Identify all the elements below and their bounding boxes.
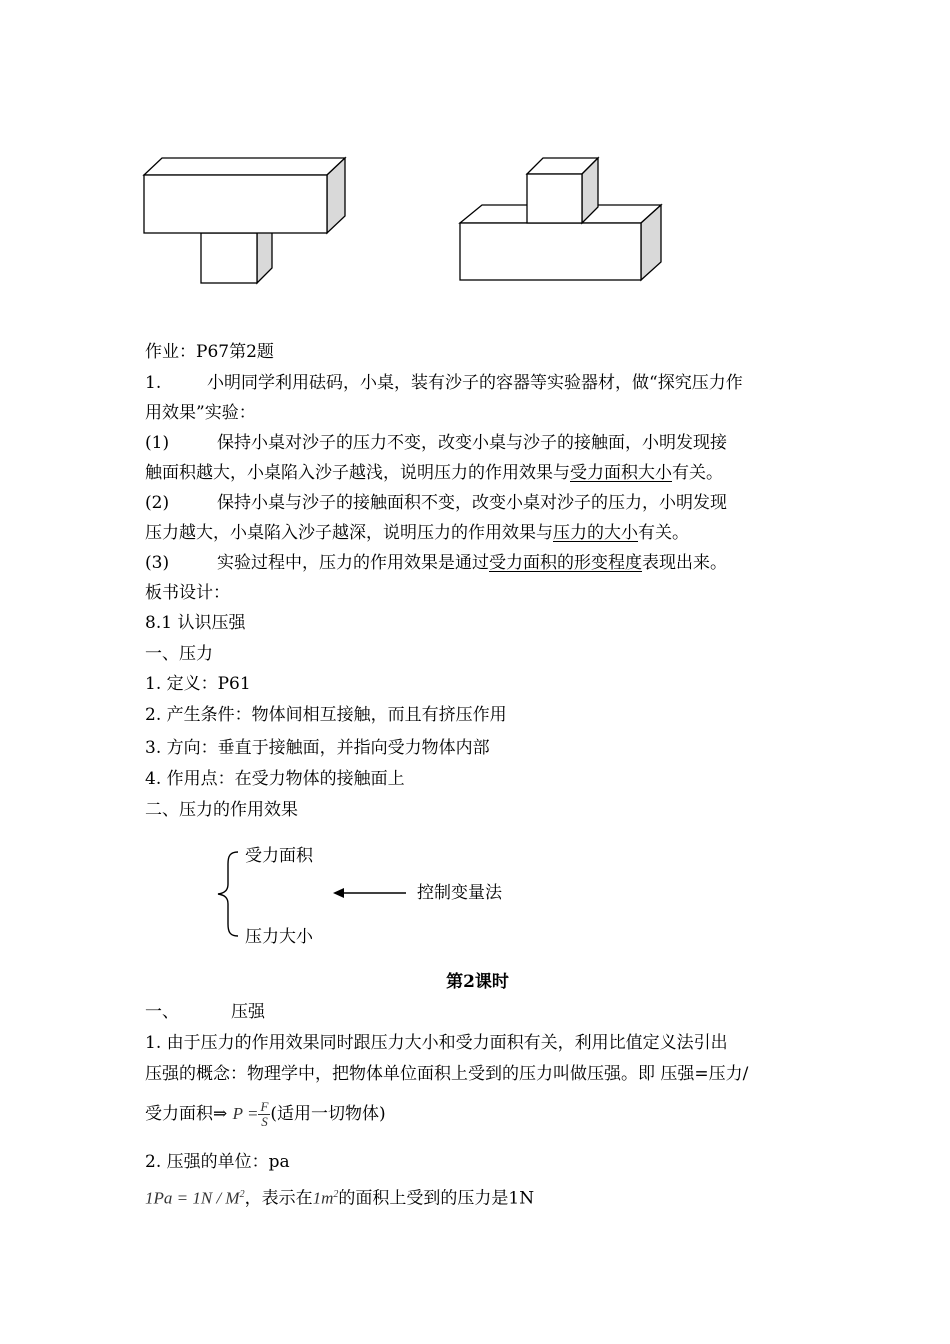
lesson-2-para-1-line-b: 压强的概念：物理学中，把物体单位面积上受到的压力叫做压强。即 压强=压力/ [145,1064,749,1084]
brace-label-area: 受力面积 [245,846,313,866]
board-section-title: 8.1 认识压强 [145,613,246,633]
pressure-formula-lhs: P = [232,1104,259,1123]
lesson-2-para-1-line-a: 1. 由于压力的作用效果同时跟压力大小和受力面积有关，利用比值定义法引出 [145,1033,728,1053]
control-variable-method-label: 控制变量法 [417,883,502,903]
board-item-1: 1. 定义：P61 [145,674,251,694]
lesson-2-para-2: 2. 压强的单位：pa [145,1152,290,1172]
brace-icon [212,848,242,940]
lesson-2-para-3: $1Pa = 1N / M^2$，表示在$1m^2$的面积上受到的压力是1N [145,1188,535,1209]
question-1-1-number: (1) [145,433,170,453]
question-1-1-line-a: (1) 保持小桌对沙子的压力不变，改变小桌与沙子的接触面，小明发现接 [145,428,810,458]
pressure-formula-fraction: $\frac{F}{S}$ [260,1099,269,1129]
question-1-2-line-a: (2) 保持小桌与沙子的接触面积不变，改变小桌对沙子的压力，小明发现 [145,488,810,518]
question-1-2-number: (2) [145,493,170,513]
answer-blank-1: 受力面积大小 [570,463,672,483]
board-part-2: 二、压力的作用效果 [145,800,298,820]
lesson-2-para-1-line-c: 受力面积⇒ P = $\frac{F}{S}$ (适用一切物体) [145,1099,386,1129]
brace-label-pressure: 压力大小 [245,927,313,947]
answer-blank-3: 受力面积的形变程度 [489,553,642,573]
board-item-2: 2. 产生条件：物体间相互接触，而且有挤压作用 [145,705,507,725]
board-item-4: 4. 作用点：在受力物体的接触面上 [145,769,405,789]
question-1-line-a: 1. 小明同学利用砝码，小桌，装有沙子的容器等实验器材，做“探究压力作 [145,368,810,398]
figure-small-block-on-wide-block [455,150,670,290]
homework-line: 作业：P67第2题 [145,342,274,362]
unit-formula: 1Pa = 1N / M [145,1188,240,1208]
question-1-3-number: (3) [145,553,170,573]
figure-wide-block-on-small-block [140,150,355,290]
board-item-3: 3. 方向：垂直于接触面，并指向受力物体内部 [145,738,490,758]
lesson-2-part-1: 一、 压强 [145,997,810,1027]
question-1-2-line-b: 压力越大，小桌陷入沙子越深，说明压力的作用效果与压力的大小有关。 [145,523,689,543]
question-1-3-line: (3) 实验过程中，压力的作用效果是通过受力面积的形变程度表现出来。 [145,548,810,578]
unit-area: 1m [312,1188,334,1208]
arrow-left-icon [330,885,410,901]
board-part-1: 一、压力 [145,644,213,664]
lesson-2-part-1-number: 一、 [145,1002,179,1022]
board-design-title: 板书设计： [145,583,230,603]
lesson-2-title: 第2课时 [446,972,509,992]
question-1-number: 1. [145,373,162,393]
question-1-line-b: 用效果”实验： [145,403,256,423]
question-1-1-line-b: 触面积越大，小桌陷入沙子越浅，说明压力的作用效果与受力面积大小有关。 [145,463,723,483]
answer-blank-2: 压力的大小 [553,523,638,543]
